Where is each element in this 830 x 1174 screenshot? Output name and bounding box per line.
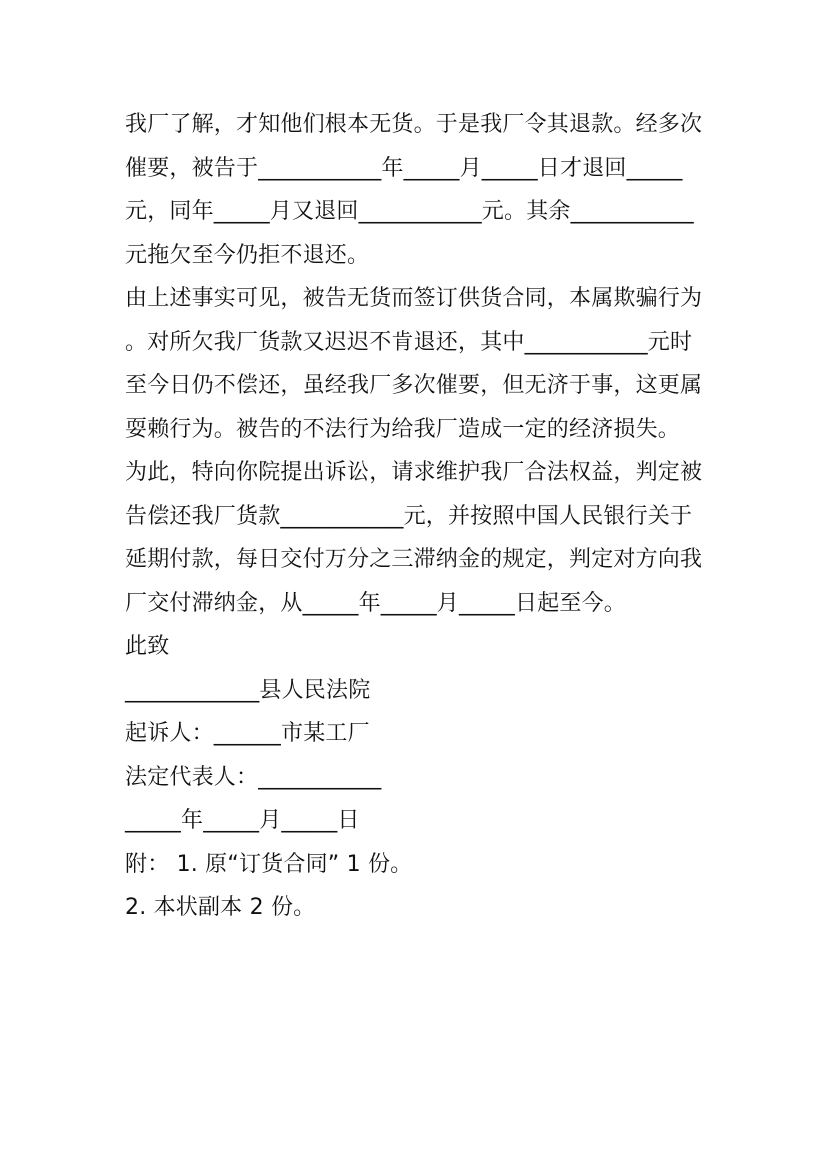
court-name: ____________县人民法院 — [125, 677, 371, 703]
attachment-2: 2. 本状副本 2 份。 — [125, 895, 316, 920]
text-line: 元，同年_____月又退回___________元。其余___________ — [125, 199, 694, 224]
text-line: 耍赖行为。被告的不法行为给我厂造成一定的经济损失。 — [125, 416, 681, 442]
date-line: _____年_____月_____日 — [125, 808, 360, 833]
text-line: 元拖欠至今仍拒不退还。 — [125, 242, 370, 268]
text-line: 至今日仍不偿还，虽经我厂多次催要，但无济于事，这更属 — [125, 373, 703, 398]
text-line: 告偿还我厂货款___________元，并按照中国人民银行关于 — [125, 503, 693, 529]
text-line: 由上述事实可见，被告无货而签订供货合同，本属欺骗行为 — [125, 286, 703, 311]
text-line: 为此，特向你院提出诉讼，请求维护我厂合法权益，判定被 — [125, 460, 703, 485]
plaintiff: 起诉人：______市某工厂 — [125, 721, 370, 746]
legal-representative: 法定代表人：___________ — [125, 764, 382, 790]
salutation: 此致 — [125, 634, 170, 659]
text-line: 厂交付滞纳金，从_____年_____月_____日起至今。 — [125, 590, 627, 616]
attachment-1: 附： 1. 原“订货合同” 1 份。 — [125, 851, 413, 877]
document-body — [125, 103, 715, 930]
text-line: 延期付款，每日交付万分之三滞纳金的规定，判定对方向我 — [125, 547, 703, 572]
text-line: 我厂了解，才知他们根本无货。于是我厂令其退款。经多次 — [125, 112, 703, 137]
text-line: 。对所欠我厂货款又迟迟不肯退还，其中___________元时 — [125, 329, 693, 355]
text-line: 催要，被告于___________年_____月_____日才退回_____ — [125, 155, 683, 181]
